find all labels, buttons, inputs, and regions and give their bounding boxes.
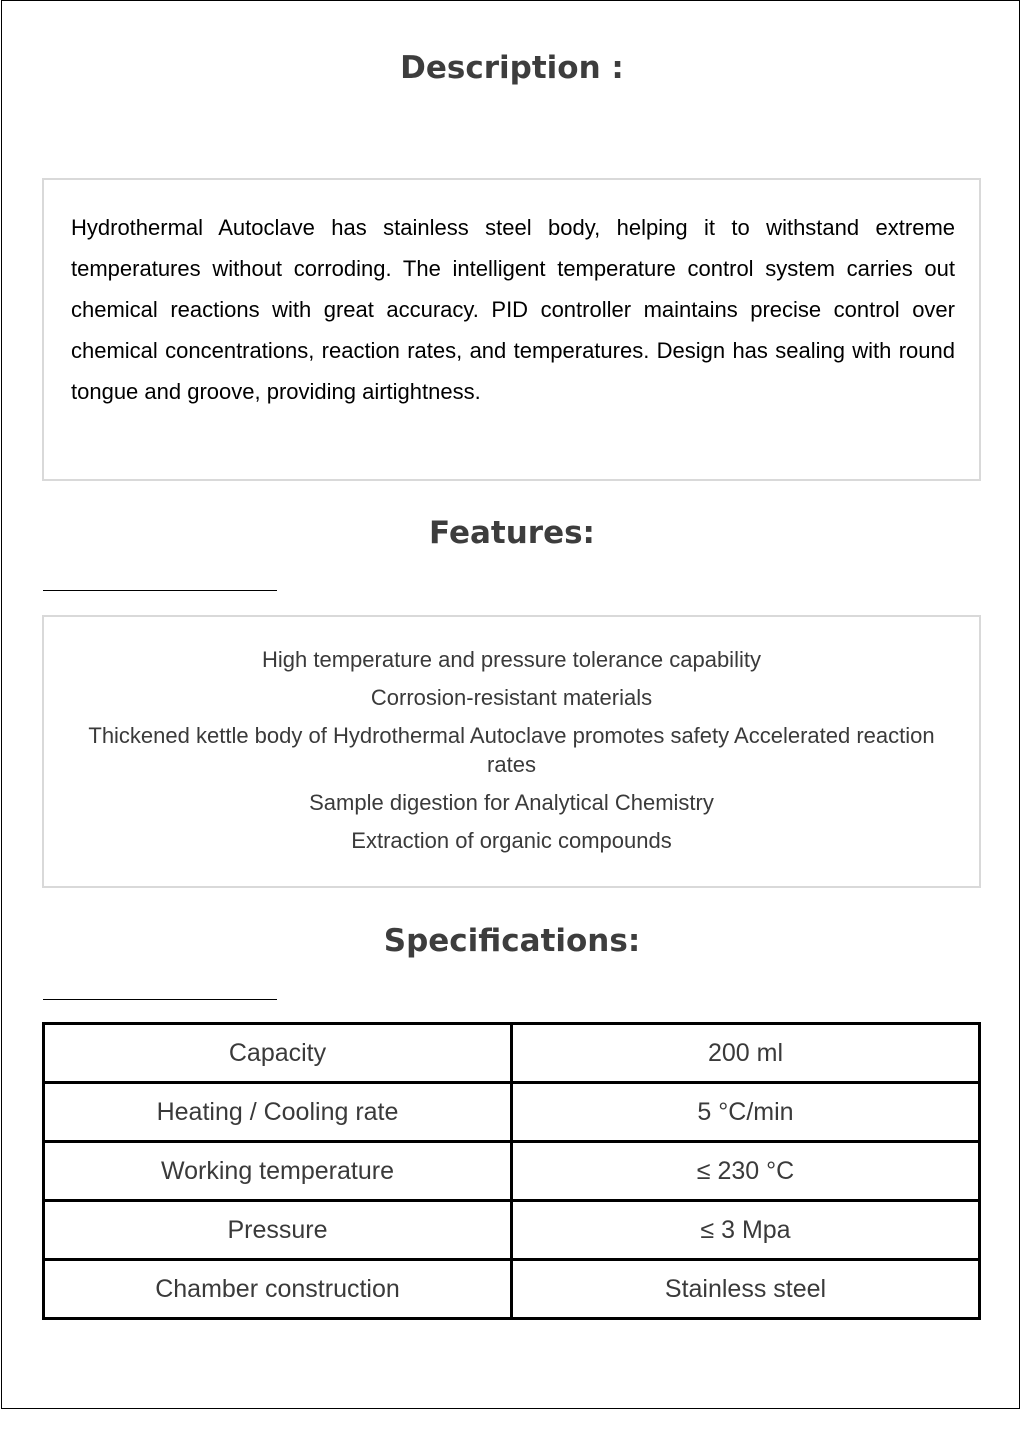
spec-value: ≤ 3 Mpa [512, 1201, 980, 1260]
features-box [42, 615, 981, 888]
spec-value: 200 ml [512, 1024, 980, 1083]
specifications-table [42, 1022, 981, 1320]
description-text: Hydrothermal Autoclave has stainless steel body, helping it to withstand extreme temperatures without corroding. The intelligent temperature control system carries out chemical reactions with great accuracy. PID controller maintains precise control over chemical concentrations, reaction rates, and temperatures. Design has sealing with round tongue and groove, providing airtightness. [71, 215, 955, 404]
specifications-divider [43, 999, 277, 1000]
description-heading: Description : [400, 50, 624, 86]
feature-item: Sample digestion for Analytical Chemistry [309, 790, 714, 815]
table-row [44, 1260, 980, 1319]
features-divider [43, 590, 277, 591]
spec-label: Chamber construction [44, 1260, 512, 1319]
features-heading: Features: [429, 515, 595, 551]
spec-label: Heating / Cooling rate [44, 1083, 512, 1142]
features-list [84, 645, 939, 864]
feature-item: Thickened kettle body of Hydrothermal Autoclave promotes safety Accelerated reaction rates [88, 723, 935, 777]
feature-item: High temperature and pressure tolerance capability [262, 647, 761, 672]
spec-value: ≤ 230 °C [512, 1142, 980, 1201]
spec-value: Stainless steel [512, 1260, 980, 1319]
spec-value: 5 °C/min [512, 1083, 980, 1142]
spec-label: Capacity [44, 1024, 512, 1083]
table-row [44, 1024, 980, 1083]
table-row [44, 1083, 980, 1142]
specifications-heading: Specifications: [383, 923, 641, 959]
feature-item: Extraction of organic compounds [351, 828, 672, 853]
spec-label: Pressure [44, 1201, 512, 1260]
table-row [44, 1142, 980, 1201]
feature-item: Corrosion-resistant materials [370, 685, 653, 710]
description-box [42, 178, 981, 481]
spec-label: Working temperature [44, 1142, 512, 1201]
table-row [44, 1201, 980, 1260]
